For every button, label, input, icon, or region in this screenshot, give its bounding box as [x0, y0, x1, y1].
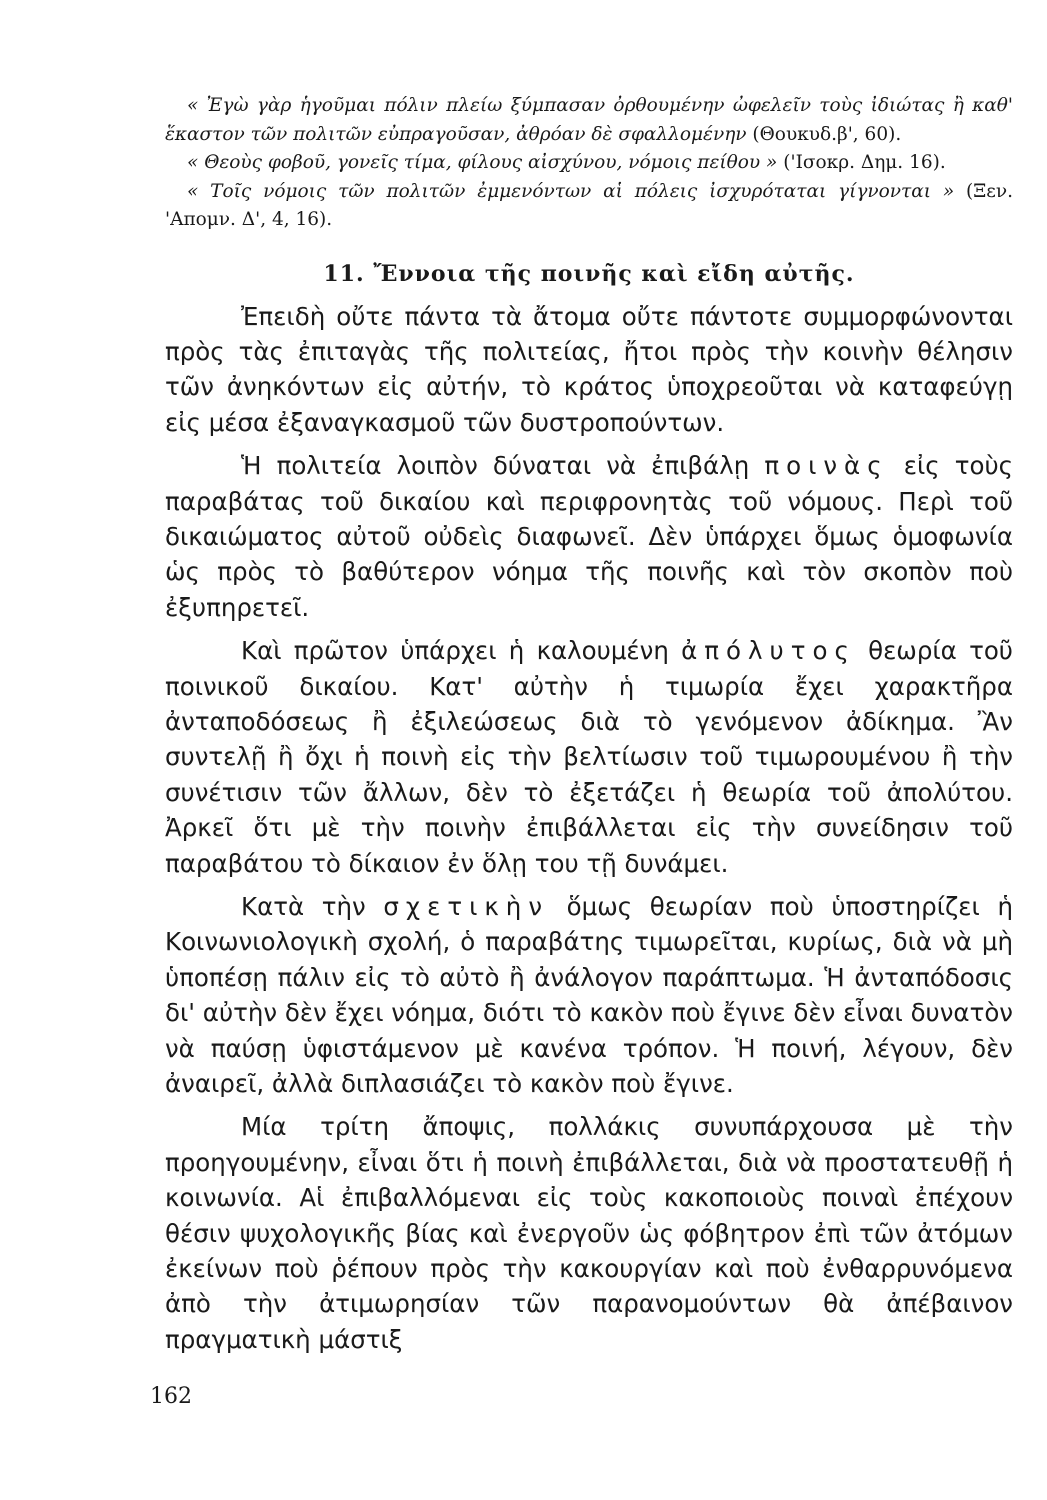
quote-xenophon-text: « Τοῖς νόμοις τῶν πολιτῶν ἐμμενόντων αἱ πόλεις ἰσχυρόταται γίγνονται » — [187, 180, 955, 202]
quote-isocrates-text: « Θεοὺς φοβοῦ, γονεῖς τίμα, φίλους αἰσχύνου, νόμοις πείθου » — [187, 152, 778, 173]
paragraph-2 — [165, 448, 1013, 625]
quote-thucydides — [165, 92, 1013, 149]
paragraph-3-emphasis: ἀπόλυτος — [681, 636, 856, 666]
paragraph-4-emphasis: σχετικὴν — [383, 892, 550, 921]
paragraph-2-end: εἰς τοὺς παραβάτας τοῦ δικαίου καὶ περιφρονητὰς τοῦ νόμους. Περὶ τοῦ δικαιώματος αὐτοῦ οὐδεὶς διαφωνεῖ. Δὲν ὑπάρχει ὅμως ὁμοφωνία ὡς πρὸς τὸ βαθύτερον νόημα τῆς ποινῆς καὶ τὸν σκοπὸν ποὺ ἐξυπηρετεῖ. — [165, 451, 1014, 622]
quote-xenophon-source: (Ξεν. 'Απομν. Δ', 4, 16). — [165, 180, 1013, 230]
quote-isocrates-source: ('Ισοκρ. Δημ. 16). — [783, 152, 946, 173]
paragraph-4-end: ὅμως θεωρίαν ποὺ ὑποστηρίζει ἡ Κοινωνιολογικὴ σχολή, ὁ παραβάτης τιμωρεῖται, κυρίως, διὰ νὰ μὴ ὑποπέσῃ πάλιν εἰς τὸ αὐτὸ ἢ ἀνάλογον παράπτωμα. Ἡ ἀνταπόδοσις δι' αὐτὴν δὲν ἔχει νόημα, διότι τὸ κακὸν ποὺ ἔγινε δὲν εἶναι δυνατὸν νὰ παύσῃ ὑφιστάμενον μὲ κανένα τρόπον. Ἡ ποινή, λέγουν, δὲν ἀναιρεῖ, ἀλλὰ διπλασιάζει τὸ κακὸν ποὺ ἔγινε. — [165, 892, 1014, 1099]
paragraph-3 — [165, 633, 1013, 881]
paragraph-2-start: Ἡ πολιτεία λοιπὸν δύναται νὰ ἐπιβάλῃ — [241, 451, 750, 481]
paragraph-3-start: Καὶ πρῶτον ὑπάρχει ἡ καλουμένη — [241, 636, 669, 666]
quote-xenophon — [165, 178, 1013, 235]
book-page — [165, 92, 1013, 1365]
section-heading: 11. Ἔννοια τῆς ποινῆς καὶ εἴδη αὐτῆς. — [323, 260, 855, 287]
quote-isocrates — [165, 149, 1013, 178]
section-body — [165, 299, 1013, 1358]
page-number: 162 — [150, 1384, 192, 1409]
paragraph-4 — [165, 889, 1013, 1101]
paragraph-1: Ἐπειδὴ οὔτε πάντα τὰ ἄτομα οὔτε πάντοτε συμμορφώνονται πρὸς τὰς ἐπιταγὰς τῆς πολιτείας, ἤτοι πρὸς τὴν κοινὴν θέλησιν τῶν ἀνηκόντων εἰς αὐτήν, τὸ κράτος ὑποχρεοῦται νὰ καταφεύγῃ εἰς μέσα ἐξαναγκασμοῦ τῶν δυστροπούντων. — [165, 301, 1013, 437]
paragraph-3-end: θεωρία τοῦ ποινικοῦ δικαίου. Κατ' αὐτὴν ἡ τιμωρία ἔχει χαρακτῆρα ἀνταποδόσεως ἢ ἐξιλεώσεως διὰ τὸ γενόμενον ἀδίκημα. Ἂν συντελῇ ἢ ὄχι ἡ ποινὴ εἰς τὴν βελτίωσιν τοῦ τιμωρουμένου ἢ τὴν συνέτισιν τῶν ἄλλων, δὲν τὸ ἐξετάζει ἡ θεωρία τοῦ ἀπολύτου. Ἀρκεῖ ὅτι μὲ τὴν ποινὴν ἐπιβάλλεται εἰς τὴν συνείδησιν τοῦ παραβάτου τὸ δίκαιον ἐν ὅλῃ του τῇ δυνάμει. — [165, 636, 1013, 878]
paragraph-2-emphasis: ποινὰς — [764, 451, 889, 481]
paragraph-4-start: Κατὰ τὴν — [241, 892, 366, 921]
quote-thucydides-source: (Θουκυδ.β', 60). — [752, 123, 902, 145]
quote-thucydides-text: « Ἐγὼ γὰρ ἡγοῦμαι πόλιν πλείω ξύμπασαν ὀρθουμένην ὠφελεῖν τοὺς ἰδιώτας ἢ καθ' ἕκαστον τῶν πολιτῶν εὐπραγοῦσαν, ἀθρόαν δὲ σφαλλομένην — [165, 95, 1013, 145]
paragraph-5: Μία τρίτη ἄποψις, πολλάκις συνυπάρχουσα μὲ τὴν προηγουμένην, εἶναι ὅτι ἡ ποινὴ ἐπιβάλλεται, διὰ νὰ προστατευθῇ ἡ κοινωνία. Αἱ ἐπιβαλλόμεναι εἰς τοὺς κακοποιοὺς ποιναὶ ἐπέχουν θέσιν ψυχολογικῆς βίας καὶ ἐνεργοῦν ὡς φόβητρον ἐπὶ τῶν ἀτόμων ἐκείνων ποὺ ῥέπουν πρὸς τὴν κακουργίαν καὶ ποὺ ἐνθαρρυνόμενα ἀπὸ τὴν ἀτιμωρησίαν τῶν παρανομούντων θὰ ἀπέβαινον πραγματικὴ μάστιξ — [165, 1112, 1013, 1354]
epigraph-quotes — [165, 92, 1013, 235]
